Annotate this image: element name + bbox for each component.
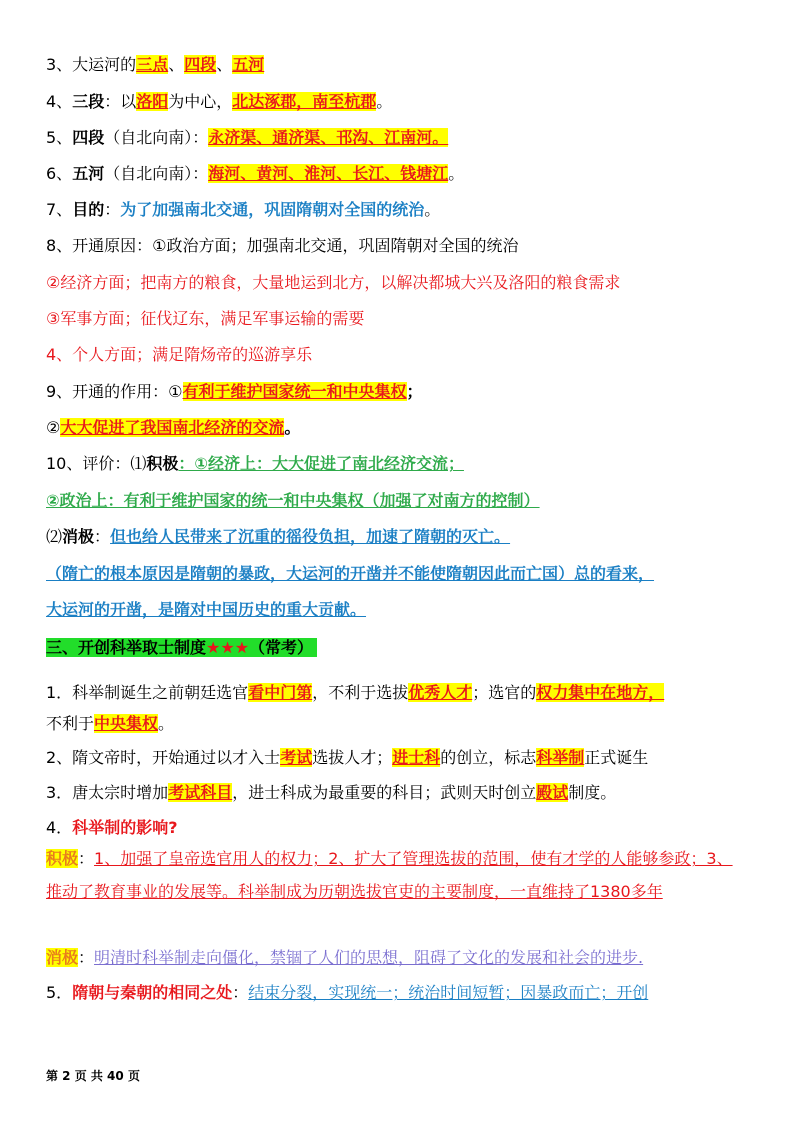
line-k4-positive: 积极：1、加强了皇帝选官用人的权力；2、扩大了管理选拔的范围，使有才学的人能够参政；3、推动了教育事业的发展等。科举制成为历朝选拔官吏的主要制度，一直维持了1380多年	[46, 849, 733, 901]
line-9: 9、开通的作用：①有利于维护国家统一和中央集权；	[46, 382, 423, 401]
line-k5: 5．隋朝与秦朝的相同之处：结束分裂，实现统一；统治时间短暂；因暴政而亡；开创	[46, 983, 649, 1002]
line-3: 3、大运河的三点、四段、五河	[46, 55, 265, 74]
line-8-personal: 4、个人方面；满足隋炀帝的巡游享乐	[46, 345, 313, 364]
line-k2: 2、隋文帝时，开始通过以才入士考试选拔人才；进士科的创立，标志科举制正式诞生	[46, 748, 649, 767]
line-k1-cont: 不利于中央集权。	[46, 714, 175, 733]
line-8: 8、开通原因：①政治方面；加强南北交通，巩固隋朝对全国的统治	[46, 236, 519, 255]
line-k4-negative: 消极：明清时科举制走向僵化，禁锢了人们的思想，阻碍了文化的发展和社会的进步.	[46, 948, 644, 967]
line-k4: 4．科举制的影响?	[46, 818, 178, 837]
line-9b: ②大大促进了我国南北经济的交流。	[46, 418, 301, 437]
line-10d: （隋亡的根本原因是隋朝的暴政，大运河的开凿并不能使隋朝因此而亡国）总的看来，	[46, 564, 655, 583]
star-rating-icon: ★★★	[206, 638, 250, 657]
line-8-military: ③军事方面；征伐辽东，满足军事运输的需要	[46, 309, 365, 328]
line-7: 7、目的：为了加强南北交通，巩固隋朝对全国的统治。	[46, 200, 441, 219]
section-heading-3: 三、开创科举取士制度★★★（常考）	[46, 637, 766, 659]
line-10b: ②政治上：有利于维护国家的统一和中央集权（加强了对南方的控制）	[46, 491, 540, 510]
line-10: 10、评价：⑴积极：①经济上：大大促进了南北经济交流；	[46, 454, 464, 473]
highlight-five-rivers: 五河	[232, 55, 265, 74]
line-4: 4、三段：以洛阳为中心，北达涿郡，南至杭郡。	[46, 92, 393, 111]
highlight-four-sections: 四段	[184, 55, 217, 74]
line-8-economic: ②经济方面；把南方的粮食，大量地运到北方，以解决都城大兴及洛阳的粮食需求	[46, 273, 621, 292]
line-6: 6、五河（自北向南）：海河、黄河、淮河、长江、钱塘江。	[46, 164, 465, 183]
line-10e: 大运河的开凿，是隋对中国历史的重大贡献。	[46, 600, 367, 619]
line-10c: ⑵消极：但也给人民带来了沉重的徭役负担，加速了隋朝的灭亡。	[46, 527, 511, 546]
line-k3: 3．唐太宗时增加考试科目，进士科成为最重要的科目；武则天时创立殿试制度。	[46, 783, 617, 802]
line-k1: 1．科举制诞生之前朝廷选官看中门第，不利于选拔优秀人才；选官的权力集中在地方，	[46, 683, 665, 702]
highlight-three-points: 三点	[136, 55, 169, 74]
line-5: 5、四段（自北向南）：永济渠、通济渠、邗沟、江南河。	[46, 128, 449, 147]
page-footer: 第 2 页 共 40 页	[46, 1069, 140, 1083]
